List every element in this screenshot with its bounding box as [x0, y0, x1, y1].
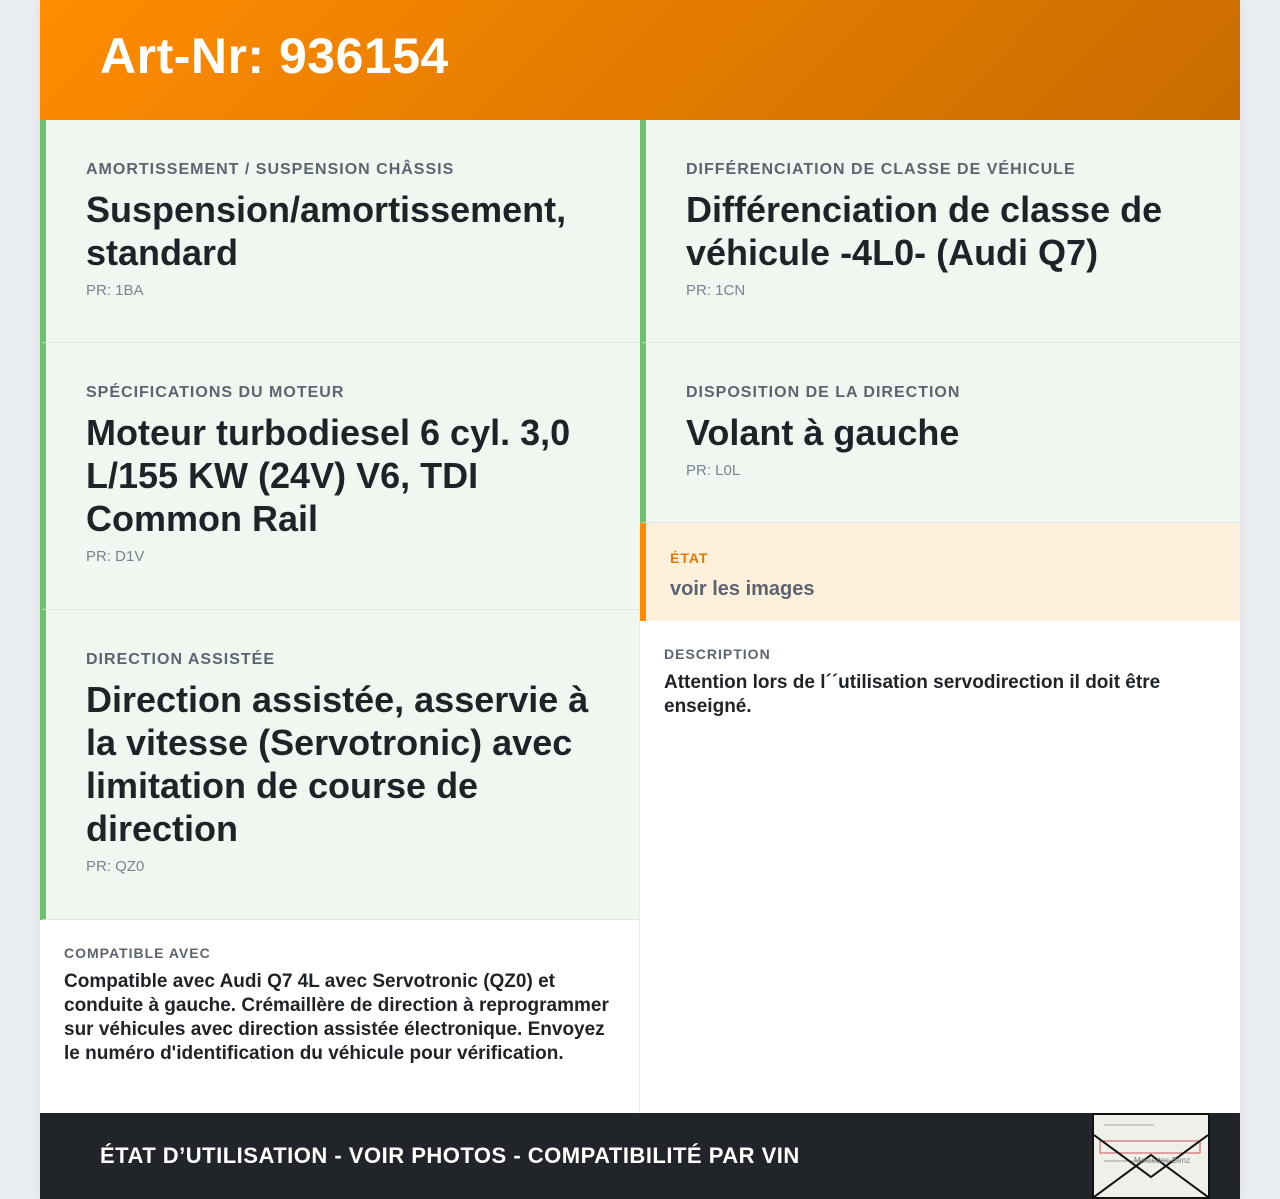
description-text: Attention lors de l´´utilisation servodirection il doit être enseigné. — [664, 672, 1161, 717]
spec-value: Volant à gauche — [686, 412, 960, 453]
spec-label: DIFFÉRENCIATION DE CLASSE DE VÉHICULE — [686, 161, 1076, 178]
spec-suspension — [40, 120, 640, 343]
spec-value: Direction assistée, asservie à la vitesse (Servotronic) avec limitation de course de direction — [86, 679, 589, 849]
right-column — [640, 120, 1240, 821]
state-value: voir les images — [670, 578, 815, 600]
label-thumbnail-image[interactable] — [1092, 1113, 1210, 1199]
spec-power-steering — [40, 610, 640, 920]
header — [40, 0, 1240, 120]
spec-vehicle-class — [640, 120, 1240, 343]
left-column — [40, 120, 640, 1113]
spec-value: Suspension/amortissement, standard — [86, 189, 567, 273]
footer-text: ÉTAT D’UTILISATION - VOIR PHOTOS - COMPATIBILITÉ PAR VIN — [100, 1143, 800, 1168]
footer-banner — [40, 1113, 1240, 1199]
spec-pr-code: PR: D1V — [86, 548, 145, 565]
compatible-label: COMPATIBLE AVEC — [64, 945, 211, 961]
spec-label: DIRECTION ASSISTÉE — [86, 651, 275, 668]
thumbnail-text: Mercedes-Benz — [1134, 1156, 1191, 1165]
compatible-section — [40, 920, 640, 1113]
state-section — [640, 523, 1240, 621]
spec-engine — [40, 343, 640, 610]
spec-pr-code: PR: QZ0 — [86, 858, 145, 875]
state-label: ÉTAT — [670, 550, 709, 566]
description-label: DESCRIPTION — [664, 646, 771, 662]
article-number-title: Art-Nr: 936154 — [100, 28, 449, 84]
spec-steering-layout — [640, 343, 1240, 523]
product-card — [40, 0, 1240, 1199]
spec-label: DISPOSITION DE LA DIRECTION — [686, 384, 961, 401]
spec-value: Différenciation de classe de véhicule -4L0- (Audi Q7) — [686, 189, 1163, 273]
spec-pr-code: PR: 1CN — [686, 282, 746, 299]
spec-value: Moteur turbodiesel 6 cyl. 3,0 L/155 KW (24V) V6, TDI Common Rail — [86, 412, 571, 539]
spec-pr-code: PR: 1BA — [86, 282, 144, 299]
spec-pr-code: PR: L0L — [686, 462, 741, 479]
spec-label: AMORTISSEMENT / SUSPENSION CHÂSSIS — [86, 161, 455, 178]
envelope-icon — [1094, 1115, 1208, 1197]
spec-label: SPÉCIFICATIONS DU MOTEUR — [86, 384, 345, 401]
column-divider — [639, 620, 640, 1113]
description-section — [640, 621, 1240, 821]
compatible-text: Compatible avec Audi Q7 4L avec Servotronic (QZ0) et conduite à gauche. Crémaillère de direction à reprogrammer sur véhicules avec direction assistée électronique. Envoyez le numéro d'identification du véhicule pour vérification. — [64, 971, 609, 1064]
